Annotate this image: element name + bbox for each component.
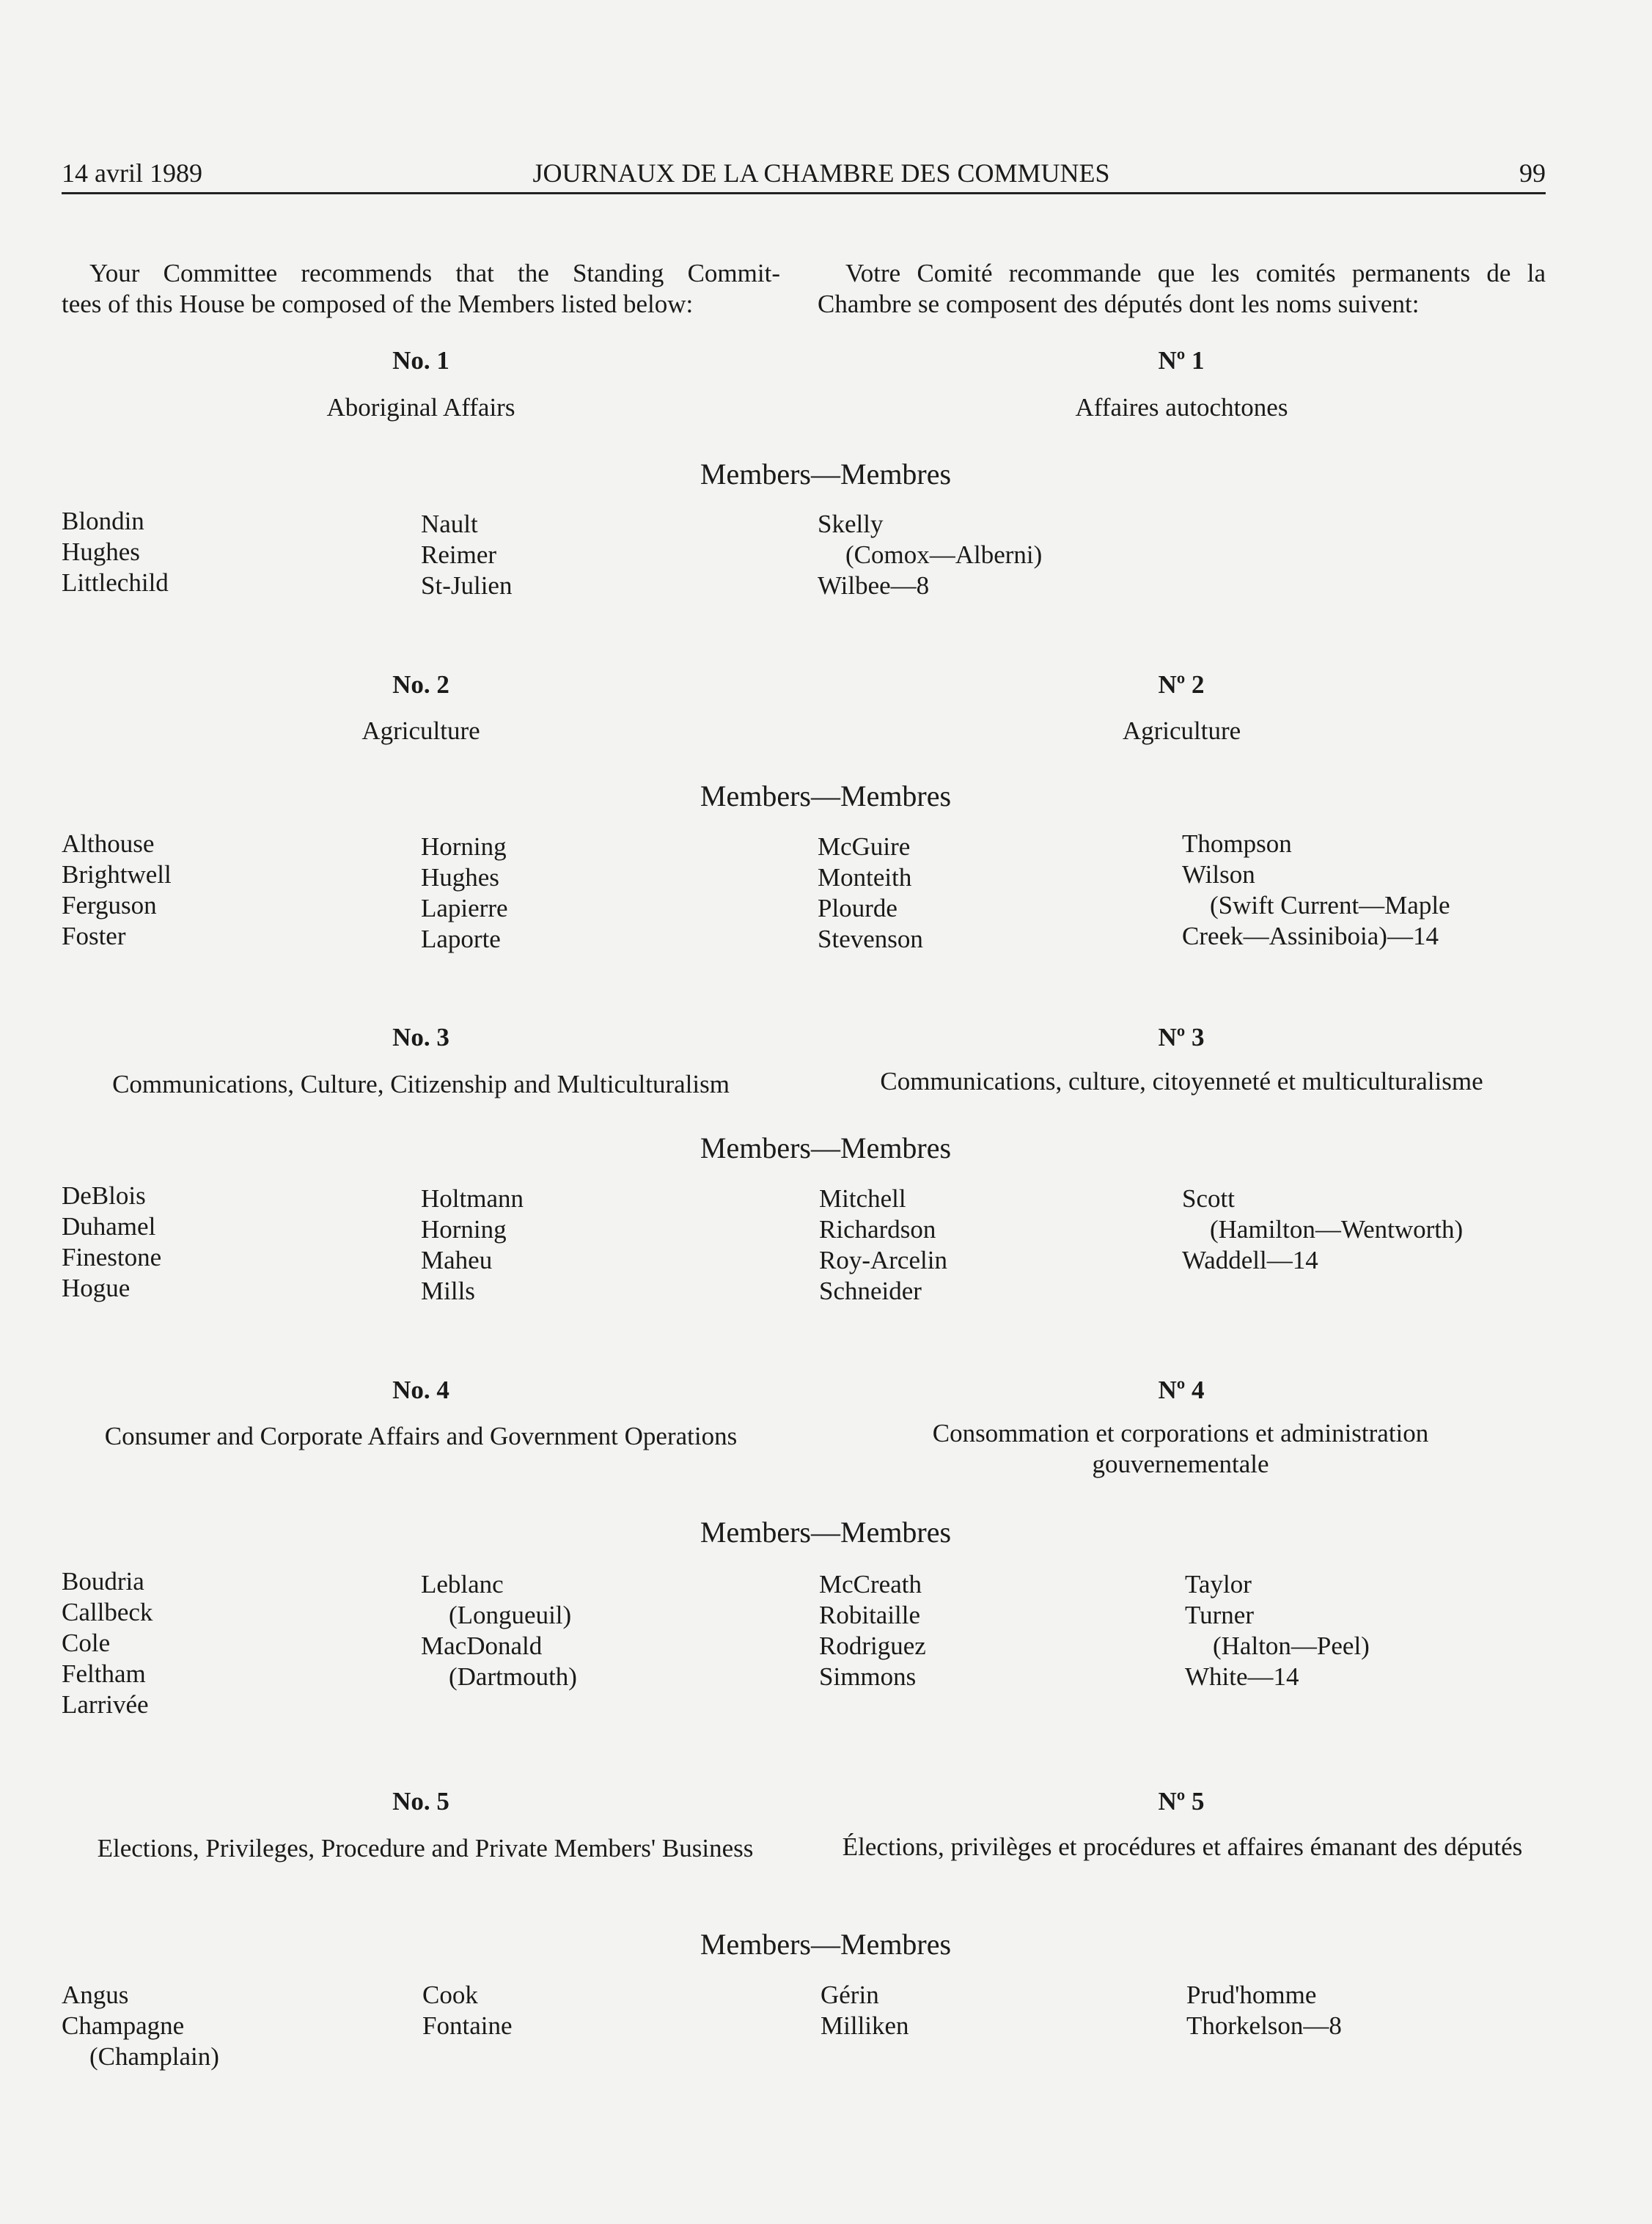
- member-name: Brightwell: [62, 860, 172, 889]
- committee-title-en: Communications, Culture, Citizenship and Multiculturalism: [112, 1070, 730, 1098]
- member-name: Reimer: [421, 540, 497, 569]
- members-heading: Members—Membres: [700, 458, 952, 491]
- intro-french-line: Votre Comité recommande que les comités permanents de la: [845, 259, 1546, 287]
- committee-number-fr: Nº 3: [1158, 1023, 1205, 1052]
- committee-number-en: No. 3: [392, 1023, 449, 1052]
- member-name: DeBlois: [62, 1181, 146, 1210]
- member-name: Waddell—14: [1182, 1246, 1318, 1274]
- member-name: McGuire: [818, 832, 911, 861]
- member-name: Schneider: [819, 1277, 922, 1305]
- member-column: [62, 1181, 161, 1304]
- member-name: Gérin: [821, 1981, 879, 2009]
- intro-french-line: Chambre se composent des députés dont les noms suivent:: [818, 290, 1420, 318]
- member-column: [421, 1569, 577, 1692]
- member-column: [819, 1183, 947, 1307]
- member-column: [818, 509, 1042, 601]
- member-riding: (Longueuil): [449, 1601, 572, 1629]
- member-name: Laporte: [421, 925, 501, 953]
- member-name: Blondin: [62, 507, 144, 535]
- committee-number-en: No. 1: [392, 346, 449, 375]
- committee-number-fr: Nº 5: [1158, 1787, 1205, 1816]
- member-name: Holtmann: [421, 1184, 524, 1213]
- member-name: Hughes: [421, 863, 499, 892]
- member-name: Plourde: [818, 894, 897, 922]
- member-riding: (Champlain): [89, 2042, 219, 2071]
- member-name: Stevenson: [818, 925, 923, 953]
- member-name: Ferguson: [62, 891, 157, 920]
- member-name: Callbeck: [62, 1598, 153, 1626]
- intro-english: [62, 258, 780, 320]
- member-name: Monteith: [818, 863, 912, 892]
- member-column: [819, 1569, 926, 1692]
- member-column: [421, 1183, 524, 1307]
- committee-title-fr: Agriculture: [1122, 716, 1241, 745]
- member-riding: (Swift Current—Maple: [1210, 891, 1450, 920]
- member-name: Lapierre: [421, 894, 508, 922]
- member-name: Finestone: [62, 1243, 162, 1271]
- committee-title-en: Elections, Privileges, Procedure and Private Members' Business: [97, 1834, 754, 1862]
- committee-title-fr: Communications, culture, citoyenneté et multiculturalisme: [880, 1067, 1483, 1096]
- member-name: Robitaille: [819, 1601, 921, 1629]
- members-heading: Members—Membres: [700, 1131, 952, 1164]
- member-name: Wilbee—8: [818, 571, 930, 600]
- member-name: Leblanc: [421, 1570, 504, 1599]
- member-name: Richardson: [819, 1215, 936, 1244]
- member-column: [821, 1980, 909, 2041]
- members-heading: Members—Membres: [700, 1516, 952, 1549]
- member-name: Roy-Arcelin: [819, 1246, 947, 1274]
- member-name: Wilson: [1182, 860, 1255, 889]
- member-name: Althouse: [62, 829, 155, 858]
- member-name: McCreath: [819, 1570, 922, 1599]
- committee-title-fr: Affaires autochtones: [1075, 393, 1288, 422]
- member-name: Prud'homme: [1186, 1981, 1317, 2009]
- committee-title-fr: Élections, privilèges et procédures et affaires émanant des députés: [842, 1832, 1523, 1861]
- committee-number-en: No. 4: [392, 1376, 449, 1404]
- member-name: Rodriguez: [819, 1632, 926, 1660]
- member-column: [1186, 1980, 1342, 2041]
- member-name: Mills: [421, 1277, 475, 1305]
- member-name: Hughes: [62, 537, 140, 566]
- member-riding: Creek—Assiniboia)—14: [1182, 922, 1439, 950]
- committee-number-fr: Nº 4: [1158, 1376, 1205, 1404]
- member-name: Turner: [1185, 1601, 1254, 1629]
- member-name: Scott: [1182, 1184, 1235, 1213]
- members-heading: Members—Membres: [700, 779, 952, 812]
- member-column: [818, 832, 923, 955]
- member-name: Boudria: [62, 1567, 144, 1596]
- header-title: JOURNAUX DE LA CHAMBRE DES COMMUNES: [532, 158, 1110, 188]
- intro-french: [818, 258, 1546, 320]
- member-riding: (Comox—Alberni): [845, 540, 1043, 569]
- member-name: Horning: [421, 1215, 507, 1244]
- committee-title-en: Consumer and Corporate Affairs and Government Operations: [104, 1422, 738, 1450]
- committee-title-fr: Consommation et corporations et administration gouvernementale: [932, 1419, 1429, 1478]
- member-name: Fontaine: [422, 2011, 513, 2040]
- committee-title-en: Agriculture: [361, 716, 480, 745]
- committee-number-en: No. 2: [392, 670, 449, 699]
- member-column: [1182, 829, 1450, 952]
- member-column: [421, 832, 508, 955]
- member-riding: (Dartmouth): [449, 1662, 577, 1691]
- member-column: [1185, 1569, 1370, 1692]
- member-name: Maheu: [421, 1246, 493, 1274]
- member-name: Taylor: [1185, 1570, 1252, 1599]
- member-name: Skelly: [818, 510, 884, 538]
- committee-number-fr: Nº 1: [1158, 346, 1205, 375]
- member-name: Milliken: [821, 2011, 909, 2040]
- member-name: Horning: [421, 832, 507, 861]
- member-column: [62, 1566, 153, 1720]
- member-name: Thompson: [1182, 829, 1292, 858]
- member-name: Thorkelson—8: [1186, 2011, 1342, 2040]
- members-heading: Members—Membres: [700, 1928, 952, 1961]
- member-name: Foster: [62, 922, 126, 950]
- member-name: Cole: [62, 1629, 111, 1657]
- member-name: Littlechild: [62, 568, 169, 597]
- member-name: Feltham: [62, 1659, 146, 1688]
- committee-number-en: No. 5: [392, 1787, 449, 1816]
- member-column: [62, 1980, 219, 2072]
- header-page-number: 99: [1519, 158, 1546, 188]
- member-name: Mitchell: [819, 1184, 906, 1213]
- member-name: St-Julien: [421, 571, 513, 600]
- header-rule: [62, 192, 1546, 194]
- member-column: [422, 1980, 512, 2041]
- intro-english-line: tees of this House be composed of the Members listed below:: [62, 290, 694, 318]
- member-column: [421, 509, 512, 601]
- member-name: MacDonald: [421, 1632, 543, 1660]
- member-riding: (Hamilton—Wentworth): [1210, 1215, 1464, 1244]
- member-name: Champagne: [62, 2011, 185, 2040]
- member-name: Hogue: [62, 1274, 131, 1302]
- member-name: Larrivée: [62, 1690, 149, 1719]
- member-column: [62, 506, 169, 598]
- committee-number-fr: Nº 2: [1158, 670, 1205, 699]
- member-name: Cook: [422, 1981, 478, 2009]
- member-name: White—14: [1185, 1662, 1299, 1691]
- member-column: [1182, 1183, 1463, 1276]
- intro-english-line: Your Committee recommends that the Standing Commit-: [89, 259, 780, 287]
- member-riding: (Halton—Peel): [1213, 1632, 1370, 1660]
- member-name: Nault: [421, 510, 478, 538]
- member-column: [62, 829, 172, 952]
- member-name: Angus: [62, 1981, 129, 2009]
- member-name: Duhamel: [62, 1212, 156, 1241]
- member-name: Simmons: [819, 1662, 917, 1691]
- header-date: 14 avril 1989: [62, 158, 202, 188]
- committee-title-en: Aboriginal Affairs: [326, 393, 515, 422]
